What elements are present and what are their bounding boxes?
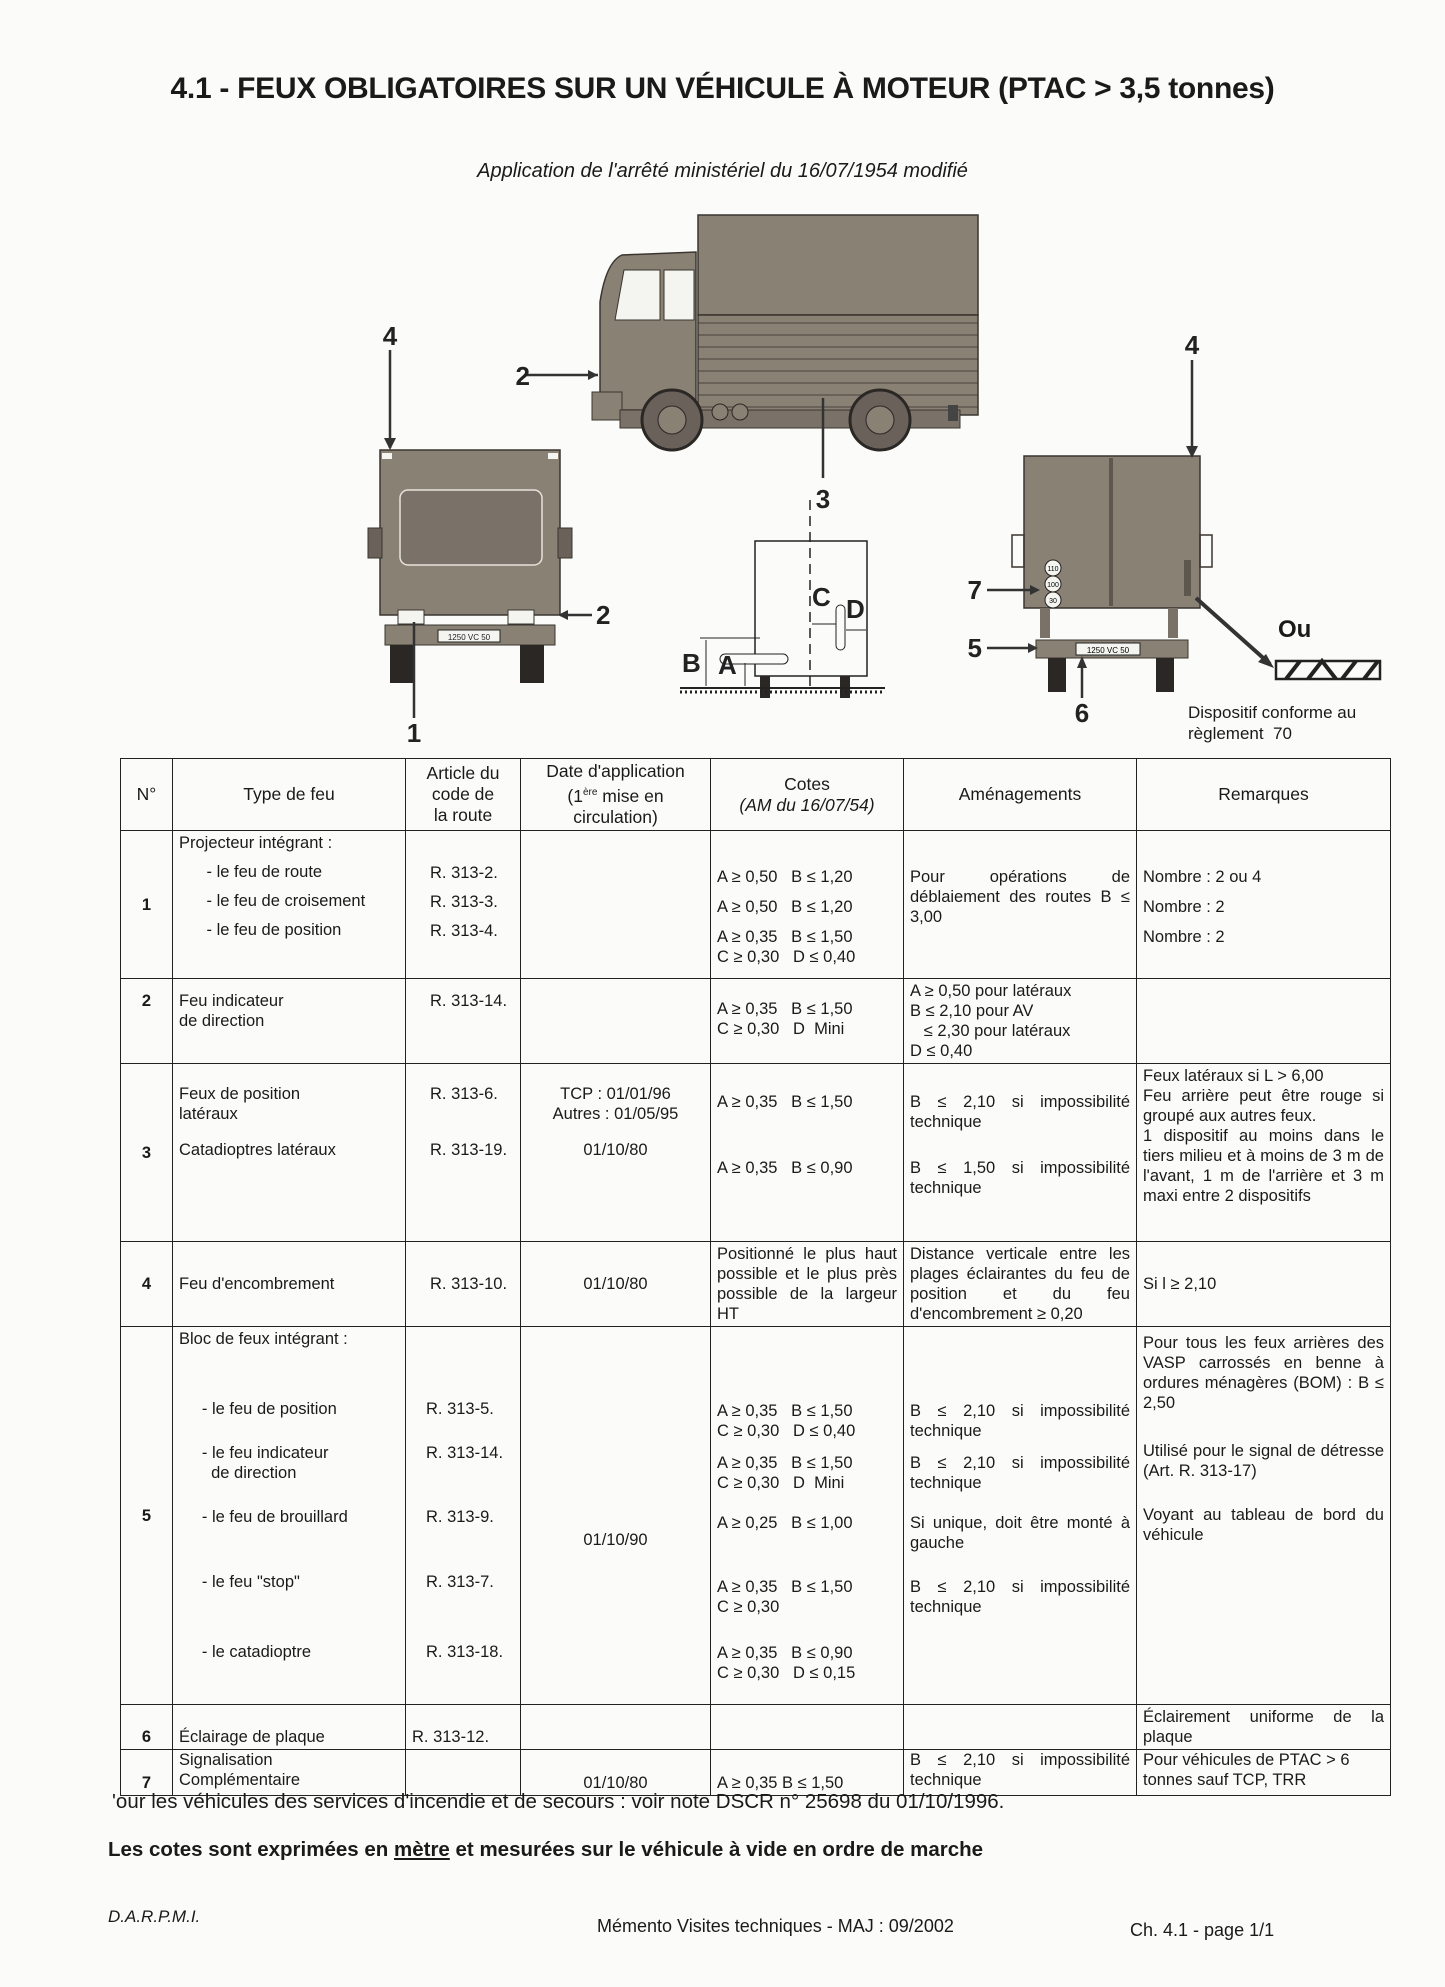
article-cell [406, 1750, 521, 1796]
table-row-5 [121, 1327, 1391, 1705]
table-row-3 [121, 1064, 1391, 1242]
table-row-4 [121, 1242, 1391, 1327]
callout-1: 1 [406, 718, 422, 748]
type-cell: Éclairage de plaque [173, 1705, 406, 1750]
callout-3: 3 [815, 484, 831, 514]
table-row-6 [121, 1705, 1391, 1750]
type-cell: Feu indicateur de direction [173, 979, 406, 1064]
article-cell: R. 313-14. [406, 979, 521, 1064]
amenagements-cell: B ≤ 2,10 si impossibilité technique B ≤ 1,50 si impossibilité technique [904, 1064, 1137, 1242]
callout-4-rear: 4 [1184, 330, 1200, 360]
article-cell: R. 313-10. [406, 1242, 521, 1327]
amenagements-cell: Distance verticale entre les plages éclairantes du feu de position et du feu d'encombrement ≥ 0,20 [904, 1242, 1137, 1327]
row-number: 3 [121, 1064, 173, 1242]
remarques-cell: Feux latéraux si L > 6,00 Feu arrière peut être rouge si groupé aux autres feux. 1 dispositif au moins dans le tiers milieu et à moins de 3 m de l'avant, 1 m de l'arrière et 3 m maxi entre 2 dispositifs [1137, 1064, 1391, 1242]
callout-6: 6 [1074, 698, 1090, 728]
remarques-cell: Pour tous les feux arrières des VASP carrossés en benne à ordures ménagères (BOM) : B ≤ 2,50 Utilisé pour le signal de détresse (Art. R. 313-17) Voyant au tableau de bord du véhicule [1137, 1327, 1391, 1705]
note-units: Les cotes sont exprimées en mètre et mesurées sur le véhicule à vide en ordre de marche [108, 1838, 984, 1861]
callout-2-front: 2 [596, 600, 611, 630]
row-number: 1 [121, 831, 173, 979]
article-cell: R. 313-6. R. 313-19. [406, 1064, 521, 1242]
speed-disc-100: 100 [1047, 582, 1059, 589]
col-header-cotes: Cotes (AM du 16/07/54) [711, 759, 904, 831]
article-cell: R. 313-12. [406, 1705, 521, 1750]
note-fire-services: 'our les véhicules des services d'incendie et de secours : voir note DSCR n° 25698 du 01/10/1996. [112, 1790, 1005, 1813]
col-header-remarques: Remarques [1137, 759, 1391, 831]
remarques-cell [1137, 979, 1391, 1064]
date-cell [521, 831, 711, 979]
vehicle-illustration [0, 200, 1445, 755]
amenagements-cell: Pour opérations de déblaiement des routes B ≤ 3,00 [904, 831, 1137, 979]
dim-label-b: B [682, 648, 701, 678]
footer-left: D.A.R.P.M.I. [108, 1907, 201, 1926]
article-cell: R. 313-5. R. 313-14. R. 313-9. R. 313-7. R. 313-18. [406, 1327, 521, 1705]
front-view-truck [368, 321, 610, 748]
callout-7: 7 [967, 575, 982, 605]
footer-right: Ch. 4.1 - page 1/1 [1130, 1920, 1275, 1940]
dim-label-c: C [812, 582, 831, 612]
date-cell: 01/10/80 [521, 1750, 711, 1796]
date-cell [521, 1705, 711, 1750]
cotes-cell: Positionné le plus haut possible et le plus près possible de la largeur HT [711, 1242, 904, 1327]
dimension-diagram [680, 500, 885, 698]
front-plate: 1250 VC 50 [447, 633, 491, 642]
table-row-1 [121, 831, 1391, 979]
type-cell: Bloc de feux intégrant : - le feu de position - le feu indicateur de direction - le feu de brouillard - le feu "stop" - le catadioptre [173, 1327, 406, 1705]
amenagements-cell [904, 1705, 1137, 1750]
amenagements-cell: B ≤ 2,10 si impossibilité technique [904, 1750, 1137, 1796]
table-row-2 [121, 979, 1391, 1064]
cotes-cell: A ≥ 0,35 B ≤ 1,50 C ≥ 0,30 D ≤ 0,40 A ≥ 0,35 B ≤ 1,50 C ≥ 0,30 D Mini A ≥ 0,25 B ≤ 1,00 A ≥ 0,35 B ≤ 1,50 C ≥ 0,30 A ≥ 0,35 B ≤ 0,90 C ≥ 0,30 D ≤ 0,15 [711, 1327, 904, 1705]
footer-center: Mémento Visites techniques - MAJ : 09/2002 [597, 1916, 954, 1936]
dispositif-note: Dispositif conforme au règlement 70 [1188, 703, 1357, 743]
row-number: 6 [121, 1705, 173, 1750]
page-subtitle: Application de l'arrêté ministériel du 16/07/1954 modifié [477, 160, 968, 182]
speed-disc-30: 30 [1049, 598, 1057, 605]
callout-2-side: 2 [515, 361, 530, 391]
dim-label-a: A [718, 650, 737, 680]
col-header-article: Article du code de la route [406, 759, 521, 831]
cotes-cell: A ≥ 0,35 B ≤ 1,50 [711, 1750, 904, 1796]
dim-label-d: D [846, 594, 865, 624]
remarques-cell: Nombre : 2 ou 4 Nombre : 2 Nombre : 2 [1137, 831, 1391, 979]
speed-disc-110: 110 [1047, 566, 1059, 573]
cotes-cell [711, 1705, 904, 1750]
row-number: 2 [121, 979, 173, 1064]
amenagements-cell: A ≥ 0,50 pour latéraux B ≤ 2,10 pour AV ≤ 2,30 pour latéraux D ≤ 0,40 [904, 979, 1137, 1064]
lights-table [120, 758, 1391, 1796]
table-header-row [121, 759, 1391, 831]
date-cell: TCP : 01/01/96 Autres : 01/05/95 01/10/80 [521, 1064, 711, 1242]
row-number: 7 [121, 1750, 173, 1796]
type-cell: Signalisation Complémentaire [173, 1750, 406, 1796]
cotes-cell: A ≥ 0,35 B ≤ 1,50 C ≥ 0,30 D Mini [711, 979, 904, 1064]
callout-4-front: 4 [382, 321, 398, 351]
ou-label: Ou [1278, 616, 1312, 643]
cotes-cell: A ≥ 0,35 B ≤ 1,50 A ≥ 0,35 B ≤ 0,90 [711, 1064, 904, 1242]
side-view-truck [516, 215, 978, 514]
col-header-num: N° [121, 759, 173, 831]
type-cell: Feux de position latéraux Catadioptres latéraux [173, 1064, 406, 1242]
callout-5: 5 [967, 633, 982, 663]
col-header-date: Date d'application (1ère mise en circulation) [521, 759, 711, 831]
page-title: 4.1 - FEUX OBLIGATOIRES SUR UN VÉHICULE À MOTEUR (PTAC > 3,5 tonnes) [170, 72, 1275, 105]
row-number: 4 [121, 1242, 173, 1327]
col-header-amenagements: Aménagements [904, 759, 1137, 831]
col-header-type: Type de feu [173, 759, 406, 831]
row-number: 5 [121, 1327, 173, 1705]
remarques-cell: Éclairement uniforme de la plaque [1137, 1705, 1391, 1750]
date-cell: 01/10/90 [521, 1327, 711, 1705]
article-cell: R. 313-2. R. 313-3. R. 313-4. [406, 831, 521, 979]
table-row-7 [121, 1750, 1391, 1796]
amenagements-cell: B ≤ 2,10 si impossibilité technique B ≤ 2,10 si impossibilité technique Si unique, doit être monté à gauche B ≤ 2,10 si impossibilité technique [904, 1327, 1137, 1705]
date-cell: 01/10/80 [521, 1242, 711, 1327]
type-cell: Feu d'encombrement [173, 1242, 406, 1327]
rear-plate: 1250 VC 50 [1086, 646, 1130, 655]
rear-view-truck [968, 330, 1380, 728]
date-cell [521, 979, 711, 1064]
type-cell: Projecteur intégrant : - le feu de route - le feu de croisement - le feu de position [173, 831, 406, 979]
remarques-cell: Pour véhicules de PTAC > 6 tonnes sauf TCP, TRR [1137, 1750, 1391, 1796]
cotes-cell: A ≥ 0,50 B ≤ 1,20 A ≥ 0,50 B ≤ 1,20 A ≥ 0,35 B ≤ 1,50 C ≥ 0,30 D ≤ 0,40 [711, 831, 904, 979]
remarques-cell: Si l ≥ 2,10 [1137, 1242, 1391, 1327]
